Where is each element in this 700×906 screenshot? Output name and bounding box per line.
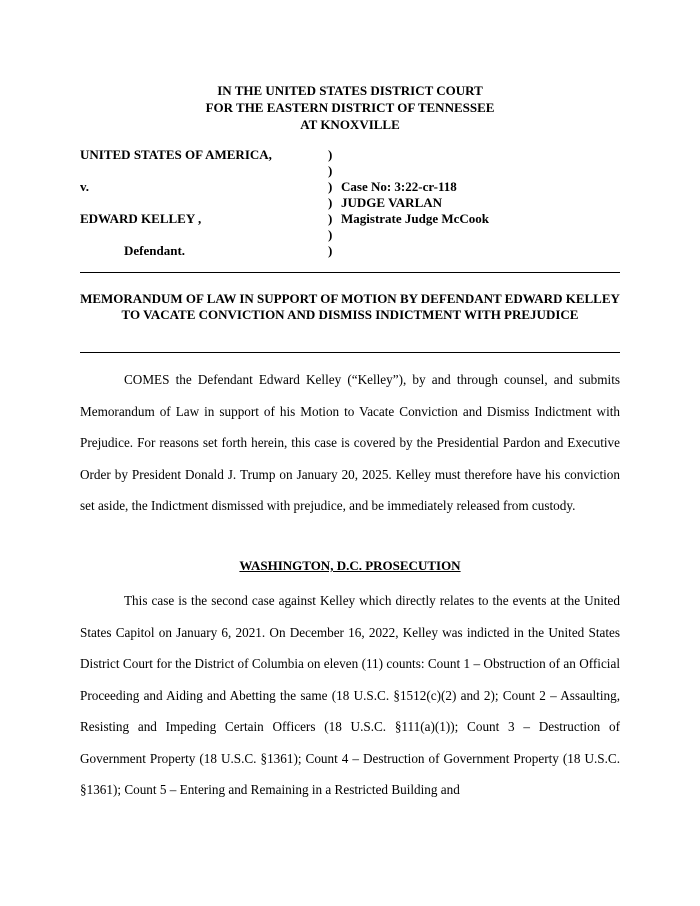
- caption-right: [340, 243, 341, 259]
- caption-paren: ): [328, 243, 333, 258]
- caption-row: [80, 243, 640, 259]
- caption-paren: ): [328, 227, 333, 242]
- caption-paren: ): [328, 179, 333, 194]
- court-district-line: FOR THE EASTERN DISTRICT OF TENNESSEE: [205, 100, 495, 115]
- caption-right: [340, 147, 341, 163]
- caption-row: [80, 163, 640, 179]
- court-header: [0, 82, 700, 133]
- caption-row: [80, 195, 640, 211]
- intro-paragraph: [80, 364, 620, 522]
- caption-party-plaintiff: UNITED STATES OF AMERICA,: [80, 147, 272, 162]
- section-paragraph: [80, 585, 620, 806]
- case-caption: [80, 147, 640, 259]
- caption-right: [340, 227, 341, 243]
- court-location-line: AT KNOXVILLE: [300, 117, 400, 132]
- section-paragraph-text: This case is the second case against Kelley which directly relates to the events at the United States Capitol on January 6, 2021. On December 16, 2022, Kelley was indicted in the United States District Court for the District of Columbia on eleven (11) counts: Count 1 – Obstruction of an Official Proceeding and Aiding and Abetting the same (18 U.S.C. §1512(c)(2) and 2); Count 2 – Assaulting, Resisting and Impeding Certain Officers (18 U.S.C. §111(a)(1)); Count 3 – Destruction of Government Property (18 U.S.C. §1361); Count 4 – Destruction of Government Property (18 U.S.C. §1361); Count 5 – Entering and Remaining in a Restricted Building and: [80, 593, 620, 797]
- magistrate-judge: Magistrate Judge McCook: [341, 211, 490, 226]
- caption-row: [80, 227, 640, 243]
- caption-defendant-label: Defendant.: [124, 243, 186, 258]
- section-heading: WASHINGTON, D.C. PROSECUTION: [239, 558, 461, 573]
- caption-left: [80, 227, 328, 243]
- case-number: Case No: 3:22-cr-118: [341, 179, 457, 194]
- memorandum-title: MEMORANDUM OF LAW IN SUPPORT OF MOTION BY DEFENDANT EDWARD KELLEY TO VACATE CONVICTION AND DISMISS INDICTMENT WITH PREJUDICE: [80, 291, 620, 322]
- caption-paren: ): [328, 195, 333, 210]
- top-divider: [80, 272, 620, 273]
- court-name-line: IN THE UNITED STATES DISTRICT COURT: [217, 83, 483, 98]
- caption-left: [80, 195, 328, 211]
- caption-versus: v.: [80, 179, 90, 194]
- caption-paren: ): [328, 211, 333, 226]
- caption-row: [80, 147, 640, 163]
- caption-row: [80, 211, 640, 227]
- caption-party-defendant: EDWARD KELLEY ,: [80, 211, 202, 226]
- caption-row: [80, 179, 640, 195]
- bottom-divider: [80, 352, 620, 353]
- caption-paren: ): [328, 163, 333, 178]
- caption-paren: ): [328, 147, 333, 162]
- caption-left: [80, 163, 328, 179]
- judge-name: JUDGE VARLAN: [341, 195, 443, 210]
- intro-paragraph-text: COMES the Defendant Edward Kelley (“Kelley”), by and through counsel, and submits Memorandum of Law in support of his Motion to Vacate Conviction and Dismiss Indictment with Prejudice. For reasons set forth herein, this case is covered by the Presidential Pardon and Executive Order by President Donald J. Trump on January 20, 2025. Kelley must therefore have his conviction set aside, the Indictment dismissed with prejudice, and be immediately released from custody.: [80, 372, 620, 513]
- caption-right: [340, 163, 341, 179]
